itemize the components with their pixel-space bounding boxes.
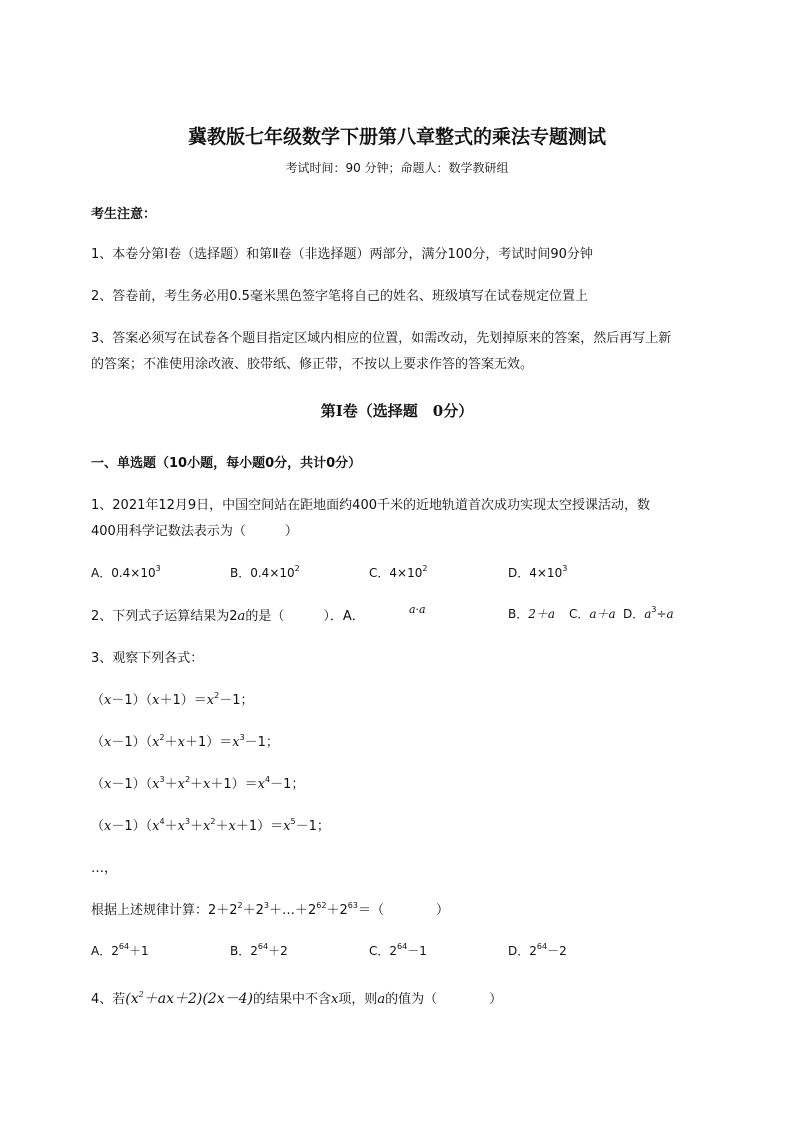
part-heading: 一、单选题（10小题，每小题0分，共计0分） [91,456,362,471]
q4-stem: 4、若$(x^2+ax+2)(2x-4)$的结果中不含x项，则a的值为（ ） [91,990,503,1007]
section-title: 第Ⅰ卷（选择题 0分） [320,402,474,420]
q2-option-a[interactable]: a·a [409,603,426,616]
notice-item-1: 1、本卷分第Ⅰ卷（选择题）和第Ⅱ卷（非选择题）两部分，满分100分，考试时间90分钟 [91,247,593,262]
q3-option-a[interactable]: A．$2^{64}+1$ [91,942,149,958]
q3-stem: 3、观察下列各式： [91,651,204,666]
q1-option-a[interactable]: A．$0.4\times 10^3$ [91,564,161,580]
q1-stem-line1: 1、2021年12月9日，中国空间站在距地面约400千米的近地轨道首次成功实现太空授课活动，数 [91,498,650,513]
q1-option-c[interactable]: C．$4\times 10^2$ [369,564,428,580]
exam-info: 考试时间：90 分钟；命题人：数学教研组 [285,161,509,175]
notice-item-3: 3、答案必须写在试卷各个题目指定区域内相应的位置，如需改动，先划掉原来的答案，然后再写上新 [91,331,672,346]
q3-formula-3: $(x-1)(x^3+x^2+x+1)=x^4-1$； [91,775,305,792]
page-title: 冀教版七年级数学下册第八章整式的乘法专题测试 [187,126,606,148]
q3-formula-2: $(x-1)(x^2+x+1)=x^3-1$； [91,733,279,750]
q1-option-b[interactable]: B．$0.4\times 10^2$ [230,564,300,580]
notice-item-3-cont: 的答案；不准使用涂改液、胶带纸、修正带，不按以上要求作答的答案无效。 [91,357,534,372]
q2-stem: 2、下列式子运算结果为2a的是（ ）．A． [91,609,365,624]
notice-item-2: 2、答卷前，考生务必用0.5毫米黑色签字笔将自己的姓名、班级填写在试卷规定位置上 [91,289,588,304]
q3-ask: 根据上述规律计算：$2+2^2+2^3+\dots+2^{62}+2^{63}=$（ ） [91,901,449,918]
notice-heading: 考生注意： [91,207,157,222]
q3-option-c[interactable]: C．$2^{64}-1$ [369,942,427,958]
q2-option-d[interactable]: D．$a^3\div a$ [623,605,674,621]
q3-option-d[interactable]: D．$2^{64}-2$ [508,942,567,958]
q3-formula-1: $(x-1)(x+1)=x^2-1$； [91,691,254,708]
q3-option-b[interactable]: B．$2^{64}+2$ [230,942,288,958]
q1-stem-line2: 400用科学记数法表示为（ ） [91,524,298,539]
q3-formula-4: $(x-1)(x^4+x^3+x^2+x+1)=x^5-1$； [91,817,330,834]
q2-option-b[interactable]: B．2＋a [508,607,556,621]
q2-option-c[interactable]: C．a＋a [569,607,616,621]
q3-ellipsis: …， [91,861,118,876]
q1-option-d[interactable]: D．$4\times 10^3$ [508,564,568,580]
